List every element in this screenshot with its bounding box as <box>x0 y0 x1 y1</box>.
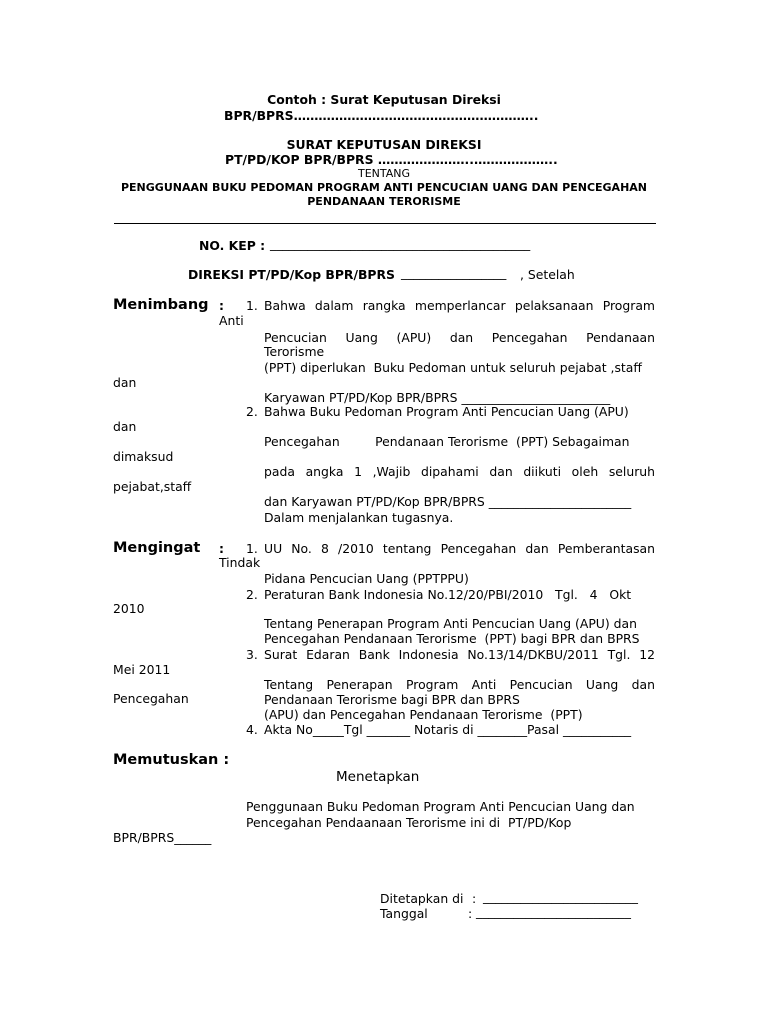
subject-line-1: PENGGUNAAN BUKU PEDOMAN PROGRAM ANTI PENCUCIAN UANG DAN PENCEGAHAN <box>120 181 647 194</box>
mengingat-item4-number: 4. <box>246 722 258 737</box>
menimbang-item1-line1: Bahwa dalam rangka memperlancar pelaksanaan Program <box>264 298 655 313</box>
menimbang-item2-line2: Pencegahan Pendanaan Terorisme (PPT) Sebagaiman <box>264 434 630 449</box>
mengingat-heading: Mengingat <box>113 540 201 556</box>
number-blank: __________________________________________ <box>270 236 531 251</box>
menetapkan-heading: Menetapkan <box>336 769 420 785</box>
memutuskan-body-wrap: BPR/BPRS______ <box>113 830 212 845</box>
menimbang-item2-line5: Dalam menjalankan tugasnya. <box>264 510 454 525</box>
directors-label: DIREKSI PT/PD/Kop BPR/BPRS <box>188 267 395 282</box>
menimbang-item1-line5: Karyawan PT/PD/Kop BPR/BPRS ________________________ <box>264 390 611 405</box>
mengingat-item1-line1: UU No. 8 /2010 tentang Pencegahan dan Pemberantasan <box>264 541 655 556</box>
mengingat-item2-wrap: 2010 <box>113 601 145 616</box>
menimbang-heading: Menimbang <box>113 297 209 313</box>
mengingat-item3-wrap1: Mei 2011 <box>113 662 171 677</box>
header-divider <box>114 223 656 224</box>
mengingat-item3-line1: Surat Edaran Bank Indonesia No.13/14/DKBU/2011 Tgl. 12 <box>264 647 655 662</box>
memutuskan-body-line1: Penggunaan Buku Pedoman Program Anti Pencucian Uang dan <box>246 799 635 814</box>
mengingat-colon: : <box>219 541 224 556</box>
menimbang-item1-line4: (PPT) diperlukan Buku Pedoman untuk seluruh pejabat ,staff <box>264 360 642 375</box>
menimbang-item2-wrap2: dimaksud <box>113 449 174 464</box>
menimbang-item2-line4: dan Karyawan PT/PD/Kop BPR/BPRS _______________________ <box>264 494 632 509</box>
menimbang-item2-number: 2. <box>246 404 258 419</box>
place-blank: _________________________ <box>483 889 638 904</box>
subject-line-2: PENDANAAN TERORISME <box>307 195 461 208</box>
mengingat-item3-wrap2: Pencegahan <box>113 691 189 706</box>
mengingat-item2-line3: Pencegahan Pendanaan Terorisme (PPT) bagi BPR dan BPRS <box>264 631 640 646</box>
menimbang-item1-line3: Terorisme <box>264 344 325 359</box>
mengingat-item3-line4: (APU) dan Pencegahan Pendanaan Terorisme (PPT) <box>264 707 583 722</box>
date-blank: _________________________ <box>476 904 631 919</box>
company-line: PT/PD/KOP BPR/BPRS …………………..……………….. <box>225 152 558 167</box>
date-label: Tanggal <box>380 906 428 921</box>
mengingat-item3-line3: Pendanaan Terorisme bagi BPR dan BPRS <box>264 692 520 707</box>
menimbang-item2-wrap3: pejabat,staff <box>113 479 192 494</box>
menimbang-item1-number: 1. <box>246 298 258 313</box>
mengingat-item3-number: 3. <box>246 647 258 662</box>
bpr-line: BPR/BPRS………………………………………………….. <box>224 108 539 123</box>
mengingat-item1-number: 1. <box>246 541 258 556</box>
menimbang-item1-wrap2: dan <box>113 375 137 390</box>
place-label: Ditetapkan di <box>380 891 464 906</box>
directors-suffix: , Setelah <box>520 267 575 282</box>
decree-title: SURAT KEPUTUSAN DIREKSI <box>286 137 482 152</box>
memutuskan-heading: Memutuskan : <box>113 752 230 768</box>
mengingat-item2-line2: Tentang Penerapan Program Anti Pencucian Uang (APU) dan <box>264 616 637 631</box>
mengingat-item3-line2: Tentang Penerapan Program Anti Pencucian Uang dan <box>264 677 655 692</box>
menimbang-item2-line3: pada angka 1 ,Wajib dipahami dan diikuti oleh seluruh <box>264 464 655 479</box>
mengingat-item2-number: 2. <box>246 587 258 602</box>
menimbang-item1-wrap1: Anti <box>219 313 244 328</box>
date-colon: : <box>468 906 473 921</box>
number-label: NO. KEP : <box>199 238 266 253</box>
place-colon: : <box>472 891 477 906</box>
menimbang-colon: : <box>219 298 224 313</box>
mengingat-item2-line1: Peraturan Bank Indonesia No.12/20/PBI/2010 Tgl. 4 Okt <box>264 587 632 602</box>
menimbang-item2-line1: Bahwa Buku Pedoman Program Anti Pencucian Uang (APU) <box>264 404 629 419</box>
about-label: TENTANG <box>357 167 411 180</box>
mengingat-item4-line1: Akta No_____Tgl _______ Notaris di ________Pasal ___________ <box>264 722 632 737</box>
mengingat-item1-wrap: Tindak <box>219 555 261 570</box>
example-title: Contoh : Surat Keputusan Direksi <box>267 92 501 107</box>
mengingat-item1-line2: Pidana Pencucian Uang (PPTPPU) <box>264 571 469 586</box>
directors-blank: _________________ <box>401 265 507 280</box>
memutuskan-body-line2: Pencegahan Pendaanaan Terorisme ini di PT/PD/Kop <box>246 815 572 830</box>
menimbang-item2-wrap1: dan <box>113 419 137 434</box>
menimbang-item1-line2: Pencucian Uang (APU) dan Pencegahan Pendanaan <box>264 330 655 345</box>
